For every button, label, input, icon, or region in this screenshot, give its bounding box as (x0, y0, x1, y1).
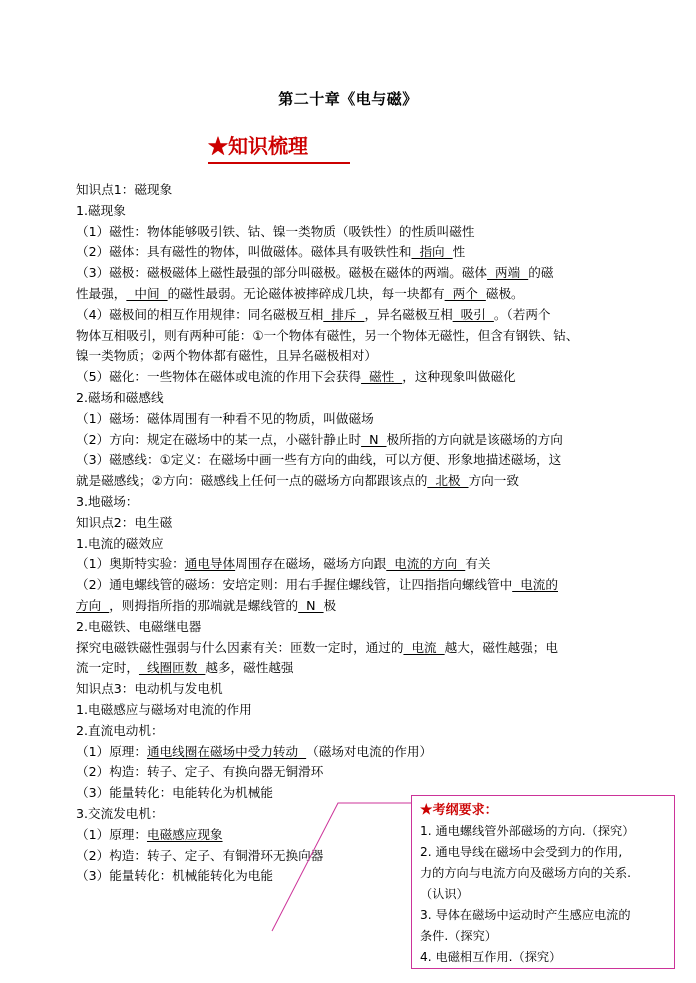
text-segment: 1.磁现象 (76, 202, 126, 218)
content-line (76, 430, 636, 451)
text-segment: ，异名磁极互相 (364, 306, 453, 322)
exam-requirements-box (411, 795, 675, 969)
text-segment: （1）奥斯特实验： (76, 556, 185, 572)
blank-answer: N (361, 431, 387, 447)
content-line (76, 326, 636, 347)
blank-answer: 方向 (76, 597, 110, 613)
content-line (76, 742, 636, 763)
blank-answer: 吸引 (452, 306, 494, 322)
blank-answer: 排斥 (323, 306, 365, 322)
star-icon: ★ (420, 802, 433, 818)
text-segment: 磁极。 (485, 285, 524, 301)
content-line (76, 305, 636, 326)
content-line (76, 513, 636, 534)
content-line (76, 222, 636, 243)
requirement-line: 条件.（探究） (420, 929, 497, 943)
text-segment: 3.地磁场： (76, 493, 139, 509)
text-segment: （3）磁极：磁极磁体上磁性最强的部分叫磁极。磁极在磁体的两端。磁体 (76, 265, 488, 281)
text-segment: ，则拇指所指的那端就是螺线管的 (109, 597, 299, 613)
section-heading-underline (208, 162, 350, 164)
text-segment: 3.交流发电机： (76, 805, 164, 821)
blank-answer: 北极 (427, 473, 469, 489)
blank-answer: 电流的方向 (386, 556, 466, 572)
blank-answer: 电流的 (512, 577, 558, 593)
text-segment: （1）磁性：物体能够吸引铁、钴、镍一类物质（吸铁性）的性质叫磁性 (76, 223, 475, 239)
text-segment: （2）构造：转子、定子、有换向器无铜滑环 (76, 764, 324, 780)
text-segment: 知识点1：磁现象 (76, 182, 173, 197)
blank-answer: 通电线圈在磁场中受力转动 (146, 743, 307, 759)
text-segment: （1）原理： (76, 826, 147, 842)
text-segment: （2）磁体：具有磁性的物体，叫做磁体。磁体具有吸铁性和 (76, 244, 412, 260)
text-segment: 极 (323, 597, 337, 613)
content-line (76, 367, 636, 388)
text-segment: 探究电磁铁磁性强弱与什么因素有关：匝数一定时，通过的 (76, 639, 404, 655)
section-heading-text: ★知识梳理 (208, 134, 308, 158)
content-line (76, 554, 636, 575)
content-line (76, 409, 636, 430)
content-line (76, 658, 636, 679)
text-segment: 越多，磁性越强 (205, 660, 294, 676)
text-segment: 镍一类物质；②两个物体都有磁性，且异名磁极相对） (76, 348, 377, 364)
page-title: 第二十章《电与磁》 (278, 90, 418, 108)
content-line (76, 471, 636, 492)
text-segment: （2）通电螺线管的磁场：安培定则：用右手握住螺线管，让四指指向螺线管中 (76, 577, 513, 593)
text-segment: 周围存在磁场，磁场方向跟 (235, 556, 387, 572)
text-segment: 1.电流的磁效应 (76, 535, 164, 551)
text-segment: 知识点3：电动机与发电机 (76, 681, 223, 697)
text-segment: 极所指的方向就是该磁场的方向 (386, 431, 563, 447)
content-line (76, 242, 636, 263)
text-segment: 越大，磁性越强；电 (444, 639, 558, 655)
exam-requirements-title: ★考纲要求： (420, 802, 498, 818)
text-segment: （1）原理： (76, 743, 147, 759)
text-segment: 2.磁场和磁感线 (76, 389, 164, 405)
content-line (76, 534, 636, 555)
text-segment: （3）能量转化：机械能转化为电能 (76, 868, 273, 884)
content-line (76, 450, 636, 471)
blank-answer: 通电导体 (184, 556, 236, 572)
text-segment: 的磁性最弱。无论磁体被摔碎成几块，每一块都有 (167, 285, 445, 301)
blank-answer: 线圈匝数 (138, 660, 206, 676)
requirement-line: （认识） (420, 887, 469, 901)
text-segment: （5）磁化：一些物体在磁体或电流的作用下会获得 (76, 369, 362, 385)
content-line (76, 575, 636, 596)
text-segment: 。（若两个 (493, 306, 551, 322)
content-line (76, 263, 636, 284)
text-segment: 流一定时， (76, 660, 139, 676)
requirement-line: 2. 通电导线在磁场中会受到力的作用, (420, 845, 623, 859)
text-segment: （2）方向：规定在磁场中的某一点，小磁针静止时 (76, 431, 362, 447)
text-segment: （磁场对电流的作用） (306, 743, 433, 759)
blank-answer: 电流 (403, 639, 445, 655)
text-segment: （1）磁场：磁体周围有一种看不见的物质，叫做磁场 (76, 410, 374, 426)
requirement-line: 1. 通电螺线管外部磁场的方向.（探究） (420, 824, 635, 838)
text-segment: 就是磁感线；②方向：磁感线上任何一点的磁场方向都跟该点的 (76, 473, 428, 489)
text-segment: 的磁 (528, 265, 554, 281)
text-segment: 知识点2：电生磁 (76, 514, 173, 530)
text-segment: 性最强， (76, 285, 127, 301)
content-line (76, 596, 636, 617)
content-line (76, 284, 636, 305)
text-segment: 2.电磁铁、电磁继电器 (76, 618, 202, 634)
content-line (76, 388, 636, 409)
section-heading (208, 132, 348, 164)
requirement-line: 3. 导体在磁场中运动时产生感应电流的 (420, 908, 631, 922)
requirement-line: 力的方向与电流方向及磁场方向的关系. (420, 866, 632, 880)
content-line (76, 679, 636, 700)
requirement-line: 4. 电磁相互作用.（探究） (420, 950, 562, 964)
text-segment: 物体互相吸引，则有两种可能：①一个物体有磁性，另一个物体无磁性，但含有钢铁、钴、 (76, 327, 579, 343)
content-line (76, 700, 636, 721)
text-segment: （3）磁感线：①定义：在磁场中画一些有方向的曲线，可以方便、形象地描述磁场，这 (76, 452, 562, 468)
text-segment: 方向一致 (468, 473, 519, 489)
blank-answer: 指向 (411, 244, 453, 260)
content-line (76, 346, 636, 367)
exam-requirements-list (420, 821, 668, 968)
text-segment: 2.直流电动机： (76, 722, 164, 738)
knowledge-content (76, 180, 636, 887)
blank-answer: 中间 (126, 285, 168, 301)
blank-answer: 磁性 (361, 369, 403, 385)
text-segment: （3）能量转化：电能转化为机械能 (76, 785, 273, 801)
blank-answer: N (298, 597, 324, 613)
content-line (76, 721, 636, 742)
text-segment: （4）磁极间的相互作用规律：同名磁极互相 (76, 306, 324, 322)
text-segment: （2）构造：转子、定子、有铜滑环无换向器 (76, 847, 324, 863)
text-segment: 有关 (465, 556, 491, 572)
text-segment: 性 (452, 244, 466, 260)
content-line (76, 617, 636, 638)
text-segment: 1.电磁感应与磁场对电流的作用 (76, 701, 252, 717)
blank-answer: 两端 (487, 265, 529, 281)
content-line (76, 492, 636, 513)
text-segment: ，这种现象叫做磁化 (402, 369, 516, 385)
blank-answer: 电磁感应现象 (146, 826, 223, 842)
content-line (76, 638, 636, 659)
content-line (76, 762, 636, 783)
content-line (76, 201, 636, 222)
blank-answer: 两个 (444, 285, 486, 301)
content-line (76, 180, 636, 201)
